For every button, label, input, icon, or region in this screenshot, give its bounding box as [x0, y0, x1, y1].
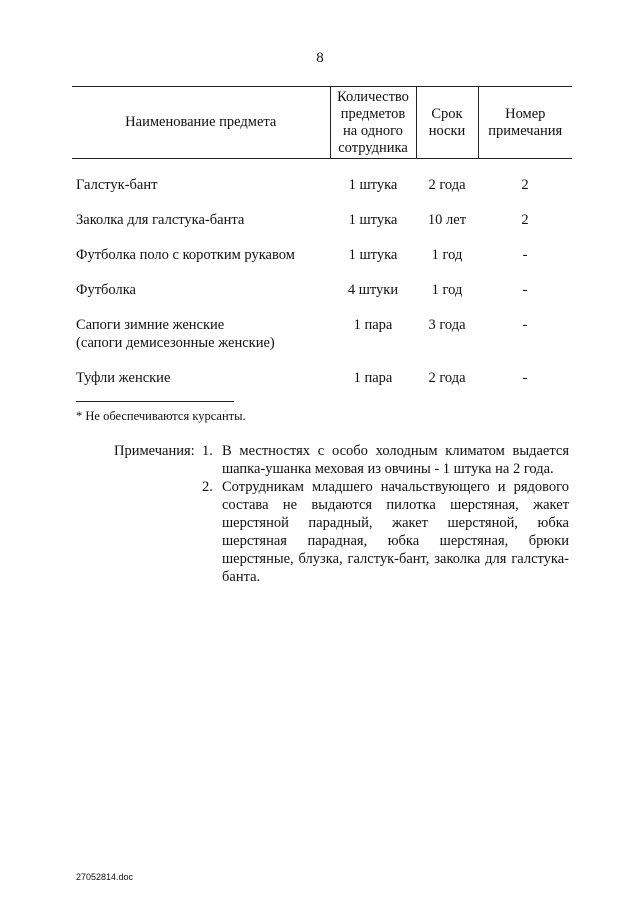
footnote: * Не обеспечиваются курсанты. [76, 409, 246, 423]
cell-note-number: - [522, 317, 528, 333]
cell-quantity: 1 штука [348, 247, 398, 263]
cell-note-number: 2 [521, 212, 529, 228]
table-row [72, 211, 572, 246]
page-number: 8 [316, 50, 324, 66]
table-header-row [72, 87, 572, 159]
cell-item-name: Футболка поло с коротким рукавом [76, 247, 295, 263]
table-row [72, 246, 572, 281]
note-number: 2. [202, 479, 213, 495]
cell-wear-term: 3 года [428, 317, 466, 333]
note-item [202, 478, 569, 586]
cell-note-number: 2 [521, 177, 529, 193]
cell-note-number: - [522, 247, 528, 263]
cell-quantity: 1 штука [348, 212, 398, 228]
item-name-line-1: Сапоги зимние женские [76, 317, 225, 333]
table-row [72, 369, 572, 404]
cell-wear-term: 2 года [428, 177, 466, 193]
header-note-number: Номер примечания [478, 87, 572, 159]
cell-wear-term: 10 лет [427, 212, 467, 228]
header-item-name: Наименование предмета [72, 87, 330, 159]
cell-item-name: Футболка [76, 282, 136, 298]
cell-item-name: Галстук-бант [76, 177, 158, 193]
table-row [72, 176, 572, 211]
cell-note-number: - [522, 282, 528, 298]
table-row [72, 316, 572, 369]
cell-quantity: 4 штуки [347, 282, 399, 298]
cell-item-name [72, 316, 330, 369]
note-text: В местностях с особо холодным климатом выдается шапка-ушанка меховая из овчины - 1 штука на 2 года. [222, 443, 569, 477]
note-item [202, 442, 569, 478]
cell-quantity: 1 пара [353, 317, 393, 333]
item-name-line-2: (сапоги демисезонные женские) [76, 335, 275, 351]
note-text: Сотрудникам младшего начальствующего и рядового состава не выдаются пилотка шерстяная, жакет шерстяной парадный, жакет шерстяной, юбка шерстяная парадная, юбка шерстяная, брюки шерстяные, блузка, галстук-бант, заколка для галстука-банта. [222, 479, 569, 585]
notes-heading: Примечания: [114, 443, 195, 459]
cell-item-name: Заколка для галстука-банта [76, 212, 245, 228]
cell-wear-term: 1 год [431, 247, 463, 263]
cell-wear-term: 2 года [428, 370, 466, 386]
cell-note-number: - [522, 370, 528, 386]
notes-section [114, 442, 569, 586]
header-wear-term: Срок носки [416, 87, 478, 159]
table-spacer-row [72, 159, 572, 177]
table-row [72, 281, 572, 316]
cell-quantity: 1 штука [348, 177, 398, 193]
document-filename: 27052814.doc [76, 872, 134, 882]
cell-quantity: 1 пара [353, 370, 393, 386]
supply-table [72, 86, 572, 404]
footnote-divider [76, 401, 234, 402]
header-quantity: Количество предметов на одного сотрудника [330, 87, 416, 159]
cell-wear-term: 1 год [431, 282, 463, 298]
cell-item-name: Туфли женские [76, 370, 171, 386]
note-number: 1. [202, 443, 213, 459]
